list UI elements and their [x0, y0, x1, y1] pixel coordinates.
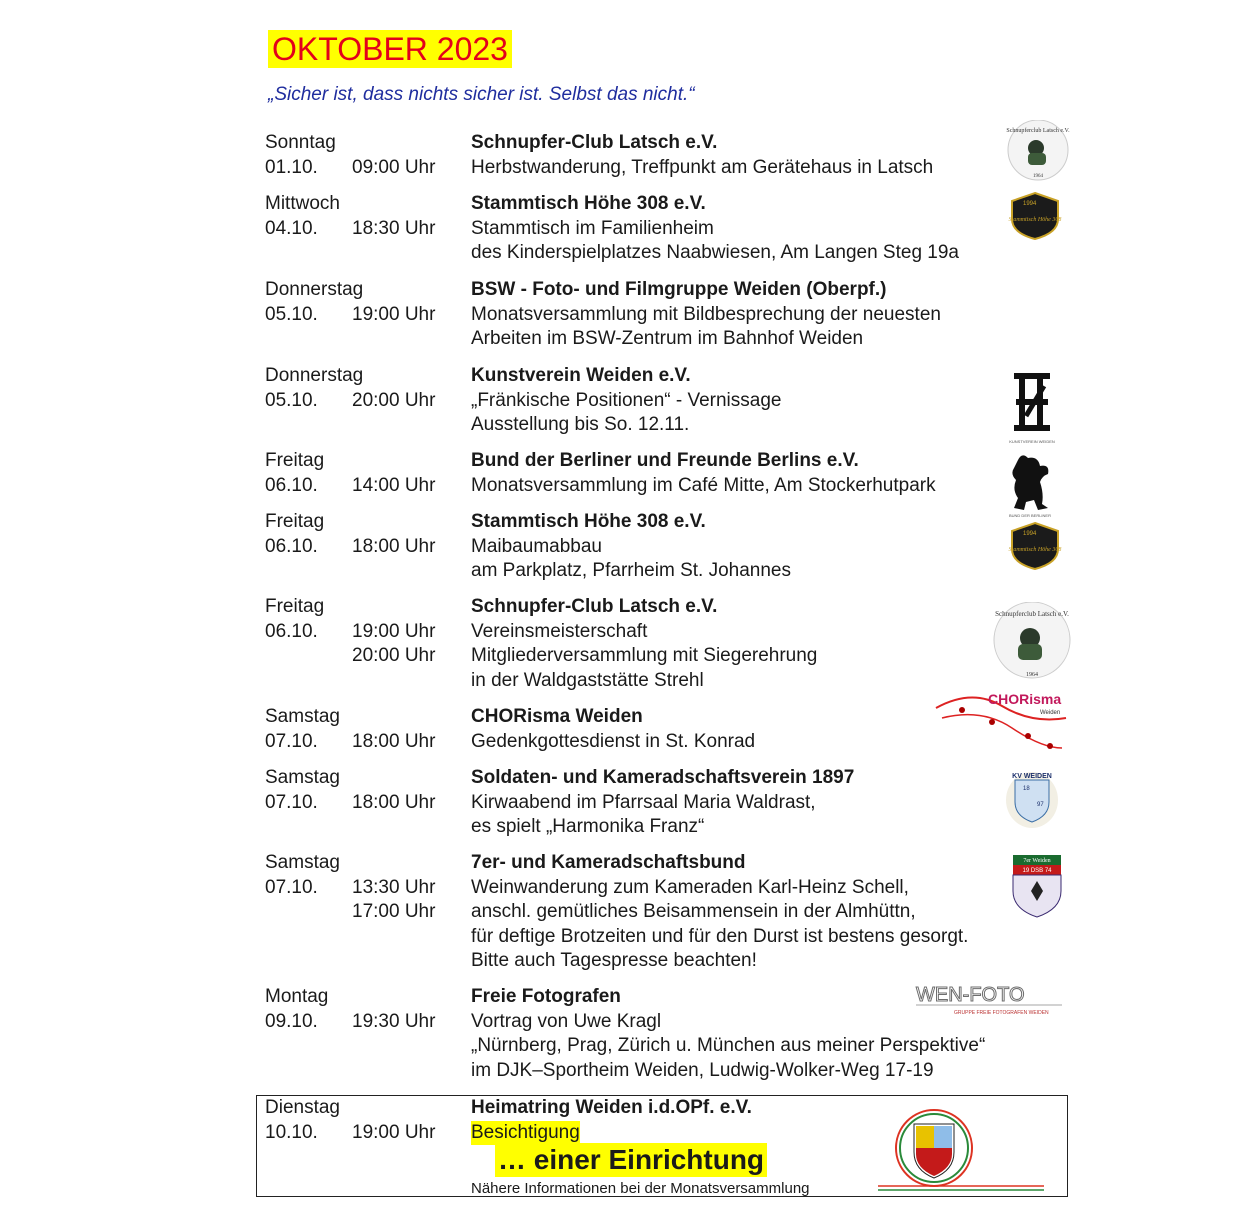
- stammtisch-logo-text: Stammtisch Höhe 308: [1008, 547, 1062, 553]
- event-time: 18:00 Uhr: [352, 791, 436, 813]
- heimatring-logo: [876, 1106, 1046, 1194]
- event-entry: [265, 766, 1065, 840]
- event-description: des Kinderspielplatzes Naabwiesen, Am Langen Steg 19a: [471, 242, 959, 263]
- wen-foto-logo-text: WEN-FOTO: [916, 984, 1025, 1006]
- event-organizer: Bund der Berliner und Freunde Berlins e.V.: [471, 450, 859, 471]
- event-organizer: Soldaten- und Kameradschaftsverein 1897: [471, 767, 855, 788]
- event-day: Samstag: [265, 767, 340, 788]
- schnupfer-club-year: 1964: [1026, 672, 1038, 678]
- event-description: Mitgliederversammlung mit Siegerehrung: [471, 645, 818, 666]
- event-time: 18:00 Uhr: [352, 730, 436, 752]
- event-day: Montag: [265, 986, 329, 1007]
- stammtisch-logo-text: Stammtisch Höhe 308: [1008, 217, 1062, 223]
- kv-weiden-logo: [1003, 766, 1061, 830]
- event-entry: [265, 278, 1065, 352]
- event-time: 14:00 Uhr: [352, 474, 436, 496]
- kunstverein-logo-caption: KUNSTVEREIN WEIDEN: [1009, 439, 1055, 444]
- event-description: Vereinsmeisterschaft: [471, 620, 648, 642]
- event-time: 09:00 Uhr: [352, 156, 436, 178]
- event-date: 06.10.: [265, 620, 318, 642]
- schnupfer-club-logo-text: Schnupferclub Latsch e.V.: [995, 610, 1069, 618]
- event-time: 19:00 Uhr: [352, 1121, 436, 1143]
- event-description: Monatsversammlung im Café Mitte, Am Stockerhutpark: [471, 474, 936, 496]
- event-description: Weinwanderung zum Kameraden Karl-Heinz Schell,: [471, 876, 909, 898]
- event-organizer: Kunstverein Weiden e.V.: [471, 365, 691, 386]
- motto-quote: „Sicher ist, dass nichts sicher ist. Selbst das nicht.“: [268, 84, 695, 105]
- stammtisch-logo: [1006, 191, 1064, 241]
- event-description: Vortrag von Uwe Kragl: [471, 1010, 662, 1032]
- siebener-logo-top: 7er Weiden: [1023, 858, 1051, 864]
- event-organizer: Stammtisch Höhe 308 e.V.: [471, 193, 706, 214]
- event-time: 18:30 Uhr: [352, 217, 436, 239]
- event-date: 05.10.: [265, 389, 318, 411]
- event-entry: [265, 131, 1065, 180]
- event-date: 01.10.: [265, 156, 318, 178]
- siebener-logo-mid: 19 DSB 74: [1022, 868, 1052, 874]
- chorisma-logo-text: CHORisma: [988, 691, 1062, 707]
- event-date: 06.10.: [265, 535, 318, 557]
- event-date: 06.10.: [265, 474, 318, 496]
- event-description: es spielt „Harmonika Franz“: [471, 816, 705, 837]
- event-description: Arbeiten im BSW-Zentrum im Bahnhof Weiden: [471, 328, 864, 349]
- kunstverein-logo: [1008, 372, 1056, 446]
- event-organizer: Schnupfer-Club Latsch e.V.: [471, 596, 718, 617]
- event-description: Besichtigung: [471, 1121, 580, 1143]
- berlin-bear-logo: [1004, 450, 1056, 520]
- event-organizer: Schnupfer-Club Latsch e.V.: [471, 132, 718, 153]
- event-date: 09.10.: [265, 1010, 318, 1032]
- event-day: Freitag: [265, 511, 325, 532]
- event-entry: [265, 510, 1065, 584]
- event-description: Ausstellung bis So. 12.11.: [471, 414, 690, 435]
- event-description: im DJK–Sportheim Weiden, Ludwig-Wolker-Weg 17-19: [471, 1059, 934, 1081]
- event-time-second: 17:00 Uhr: [352, 901, 436, 922]
- schnupfer-club-year: 1964: [1033, 174, 1043, 179]
- event-organizer: Stammtisch Höhe 308 e.V.: [471, 511, 706, 532]
- event-organizer: BSW - Foto- und Filmgruppe Weiden (Oberpf.): [471, 279, 887, 300]
- event-date: 07.10.: [265, 730, 318, 752]
- event-description: Monatsversammlung mit Bildbesprechung der neuesten: [471, 303, 941, 325]
- event-entry: [265, 595, 1065, 693]
- event-note: Nähere Informationen bei der Monatsversammlung: [471, 1180, 810, 1197]
- event-description: am Parkplatz, Pfarrheim St. Johannes: [471, 560, 791, 581]
- stammtisch-logo: [1006, 521, 1064, 571]
- stammtisch-logo-year: 1994: [1023, 531, 1037, 537]
- event-day: Sonntag: [265, 132, 336, 153]
- event-organizer: Heimatring Weiden i.d.OPf. e.V.: [471, 1097, 752, 1118]
- schnupfer-club-logo: [1003, 120, 1073, 182]
- schnupfer-club-logo: [990, 602, 1074, 682]
- event-time: 13:30 Uhr: [352, 876, 436, 898]
- event-description: Maibaumabbau: [471, 535, 602, 557]
- event-description: anschl. gemütliches Beisammensein in der Almhüttn,: [471, 901, 916, 922]
- stammtisch-logo-year: 1994: [1023, 201, 1037, 207]
- wen-foto-logo: [914, 983, 1064, 1019]
- event-day: Dienstag: [265, 1097, 340, 1118]
- schnupfer-club-logo-text: Schnupferclub Latsch e.V.: [1006, 128, 1070, 134]
- event-day: Samstag: [265, 706, 340, 727]
- kv-weiden-logo-text: KV WEIDEN: [1012, 773, 1052, 780]
- event-organizer: 7er- und Kameradschaftsbund: [471, 852, 746, 873]
- event-time: 19:00 Uhr: [352, 620, 436, 642]
- kv-weiden-year-a: 18: [1023, 786, 1030, 792]
- event-date: 07.10.: [265, 791, 318, 813]
- event-time: 20:00 Uhr: [352, 389, 436, 411]
- event-description: für deftige Brotzeiten und für den Durst ist bestens gesorgt.: [471, 925, 969, 947]
- event-description: „Fränkische Positionen“ - Vernissage: [471, 389, 782, 411]
- event-description: Bitte auch Tagespresse beachten!: [471, 950, 757, 971]
- event-entry: [265, 851, 1065, 974]
- event-time-second: 20:00 Uhr: [352, 645, 436, 666]
- event-description: Kirwaabend im Pfarrsaal Maria Waldrast,: [471, 791, 816, 813]
- event-description: Gedenkgottesdienst in St. Konrad: [471, 730, 756, 752]
- event-description: in der Waldgaststätte Strehl: [471, 669, 704, 691]
- berlin-bear-caption: BUND DER BERLINER: [1008, 513, 1052, 518]
- event-entry: [265, 192, 1065, 266]
- event-time: 19:30 Uhr: [352, 1010, 436, 1032]
- event-day: Samstag: [265, 852, 340, 873]
- page-title: OKTOBER 2023: [268, 30, 512, 68]
- event-day: Mittwoch: [265, 193, 340, 214]
- event-date: 05.10.: [265, 303, 318, 325]
- event-date: 10.10.: [265, 1121, 318, 1143]
- event-description: Herbstwanderung, Treffpunkt am Gerätehaus in Latsch: [471, 156, 934, 178]
- event-day: Freitag: [265, 596, 325, 617]
- event-organizer: Freie Fotografen: [471, 986, 621, 1007]
- siebener-weiden-logo: [1011, 853, 1063, 919]
- chorisma-logo: [932, 688, 1068, 758]
- event-headline: … einer Einrichtung: [495, 1143, 767, 1177]
- event-time: 19:00 Uhr: [352, 303, 436, 325]
- event-day: Donnerstag: [265, 279, 364, 300]
- event-organizer: CHORisma Weiden: [471, 706, 643, 727]
- event-date: 04.10.: [265, 217, 318, 239]
- wen-foto-logo-sub: GRUPPE FREIE FOTOGRAFEN WEIDEN: [954, 1010, 1049, 1016]
- event-description: Stammtisch im Familienheim: [471, 217, 714, 239]
- event-day: Freitag: [265, 450, 325, 471]
- event-time: 18:00 Uhr: [352, 535, 436, 557]
- chorisma-logo-sub: Weiden: [1040, 710, 1061, 716]
- event-entry: [265, 364, 1065, 438]
- event-day: Donnerstag: [265, 365, 364, 386]
- event-entry: [265, 449, 1065, 498]
- event-date: 07.10.: [265, 876, 318, 898]
- kv-weiden-year-b: 97: [1037, 802, 1044, 808]
- event-description: „Nürnberg, Prag, Zürich u. München aus meiner Perspektive“: [471, 1035, 986, 1056]
